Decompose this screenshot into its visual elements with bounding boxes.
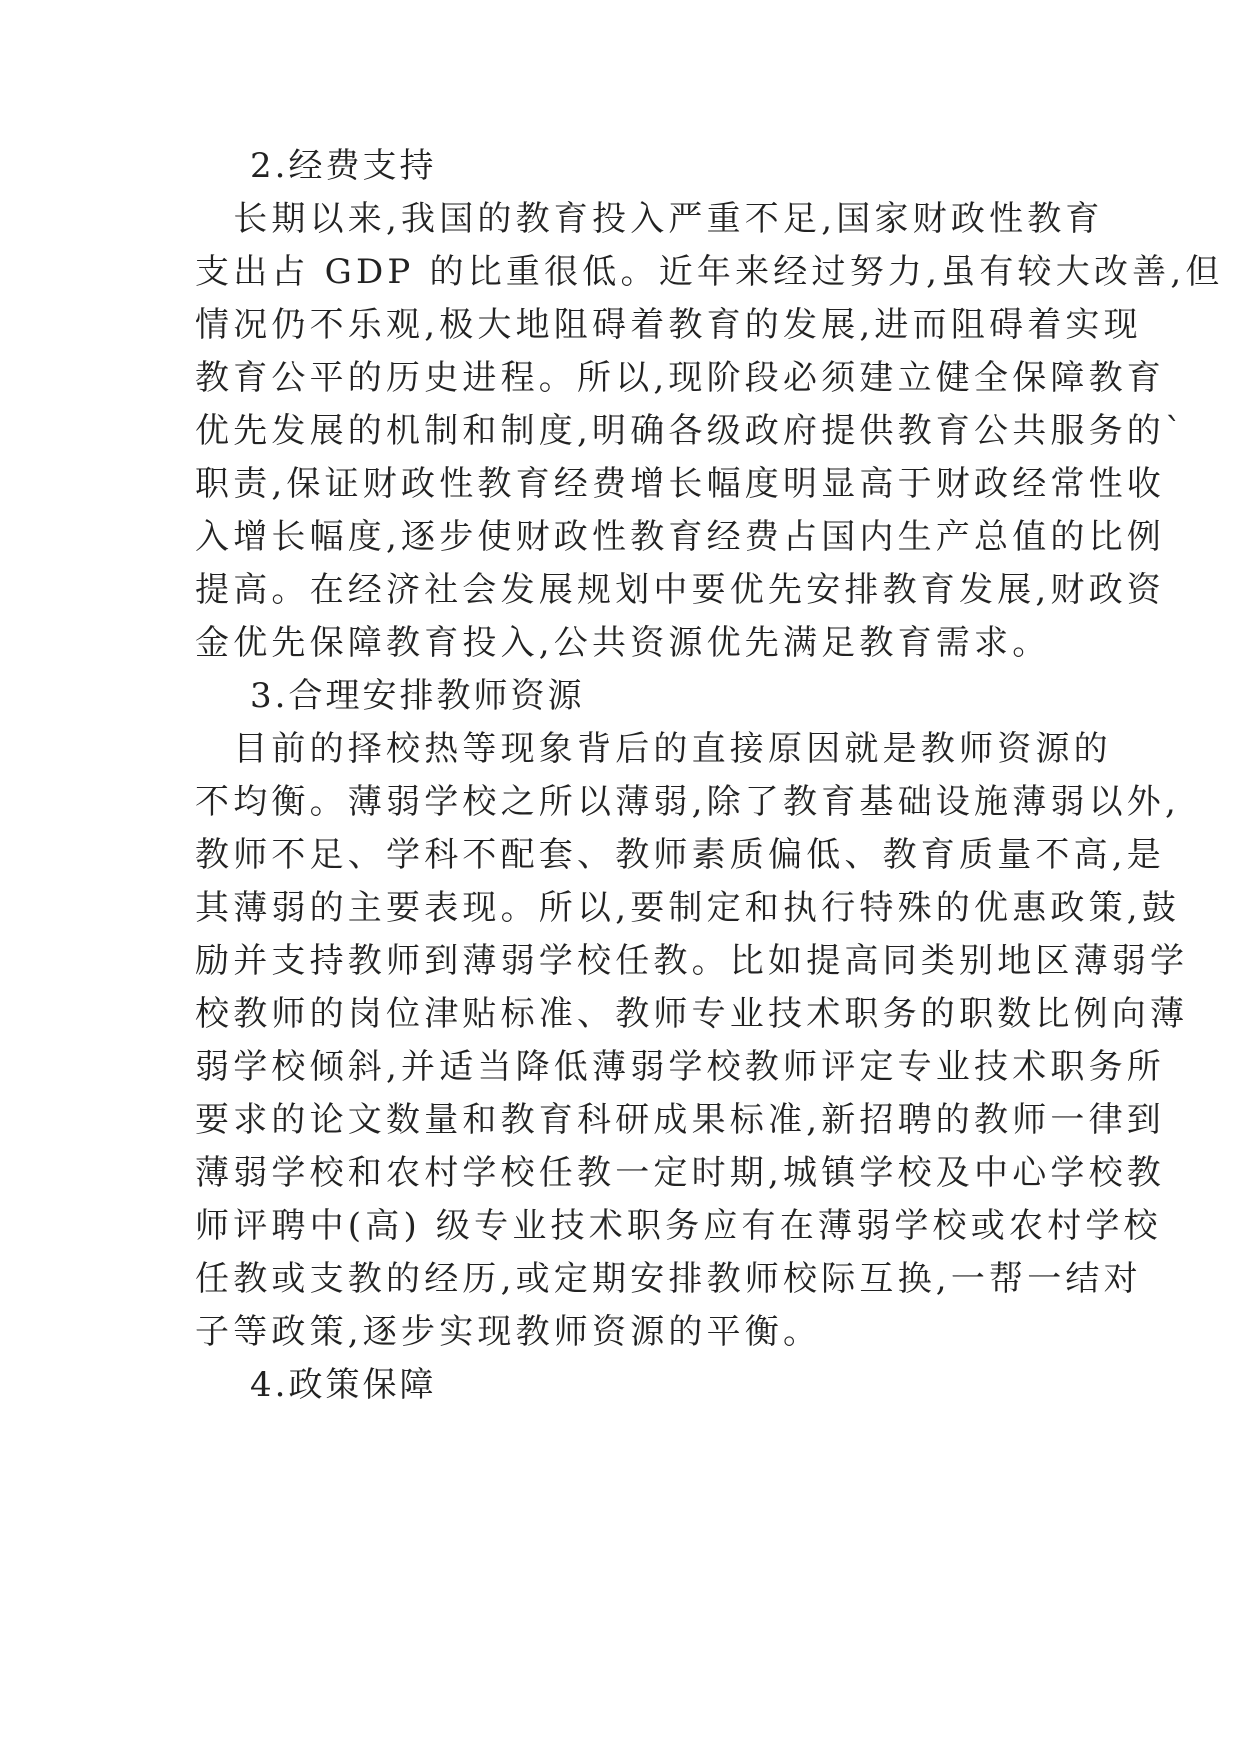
paragraph-line: 任教或支教的经历,或定期安排教师校际互换,一帮一结对 bbox=[195, 1259, 1142, 1299]
paragraph-line: 其薄弱的主要表现。所以,要制定和执行特殊的优惠政策,鼓 bbox=[195, 888, 1181, 928]
paragraph-line: 提高。在经济社会发展规划中要优先安排教育发展,财政资 bbox=[195, 570, 1166, 610]
section-heading: 2.经费支持 bbox=[250, 146, 437, 186]
paragraph-line: 情况仍不乐观,极大地阻碍着教育的发展,进而阻碍着实现 bbox=[195, 305, 1142, 345]
paragraph-line: 励并支持教师到薄弱学校任教。比如提高同类别地区薄弱学 bbox=[195, 941, 1189, 981]
paragraph-line: 职责,保证财政性教育经费增长幅度明显高于财政经常性收 bbox=[195, 464, 1166, 504]
paragraph-line: 支出占 GDP 的比重很低。近年来经过努力,虽有较大改善,但 bbox=[195, 252, 1224, 292]
section-heading: 3.合理安排教师资源 bbox=[250, 676, 585, 716]
paragraph-line: 教育公平的历史进程。所以,现阶段必须建立健全保障教育 bbox=[195, 358, 1166, 398]
paragraph-line: 要求的论文数量和教育科研成果标准,新招聘的教师一律到 bbox=[195, 1100, 1166, 1140]
paragraph-line: 优先发展的机制和制度,明确各级政府提供教育公共服务的` bbox=[195, 411, 1187, 451]
paragraph-line: 师评聘中(高) 级专业技术职务应有在薄弱学校或农村学校 bbox=[195, 1206, 1162, 1246]
section-heading: 4.政策保障 bbox=[250, 1365, 437, 1405]
paragraph-line: 长期以来,我国的教育投入严重不足,国家财政性教育 bbox=[195, 199, 1104, 239]
paragraph-line: 金优先保障教育投入,公共资源优先满足教育需求。 bbox=[195, 623, 1051, 663]
paragraph-line: 入增长幅度,逐步使财政性教育经费占国内生产总值的比例 bbox=[195, 517, 1166, 557]
paragraph-line: 校教师的岗位津贴标准、教师专业技术职务的职数比例向薄 bbox=[195, 994, 1189, 1034]
paragraph-line: 不均衡。薄弱学校之所以薄弱,除了教育基础设施薄弱以外, bbox=[195, 782, 1181, 822]
paragraph-line: 教师不足、学科不配套、教师素质偏低、教育质量不高,是 bbox=[195, 835, 1166, 875]
paragraph-line: 子等政策,逐步实现教师资源的平衡。 bbox=[195, 1312, 822, 1352]
paragraph-line: 目前的择校热等现象背后的直接原因就是教师资源的 bbox=[195, 729, 1112, 769]
paragraph-line: 弱学校倾斜,并适当降低薄弱学校教师评定专业技术职务所 bbox=[195, 1047, 1166, 1087]
paragraph-line: 薄弱学校和农村学校任教一定时期,城镇学校及中心学校教 bbox=[195, 1153, 1166, 1193]
